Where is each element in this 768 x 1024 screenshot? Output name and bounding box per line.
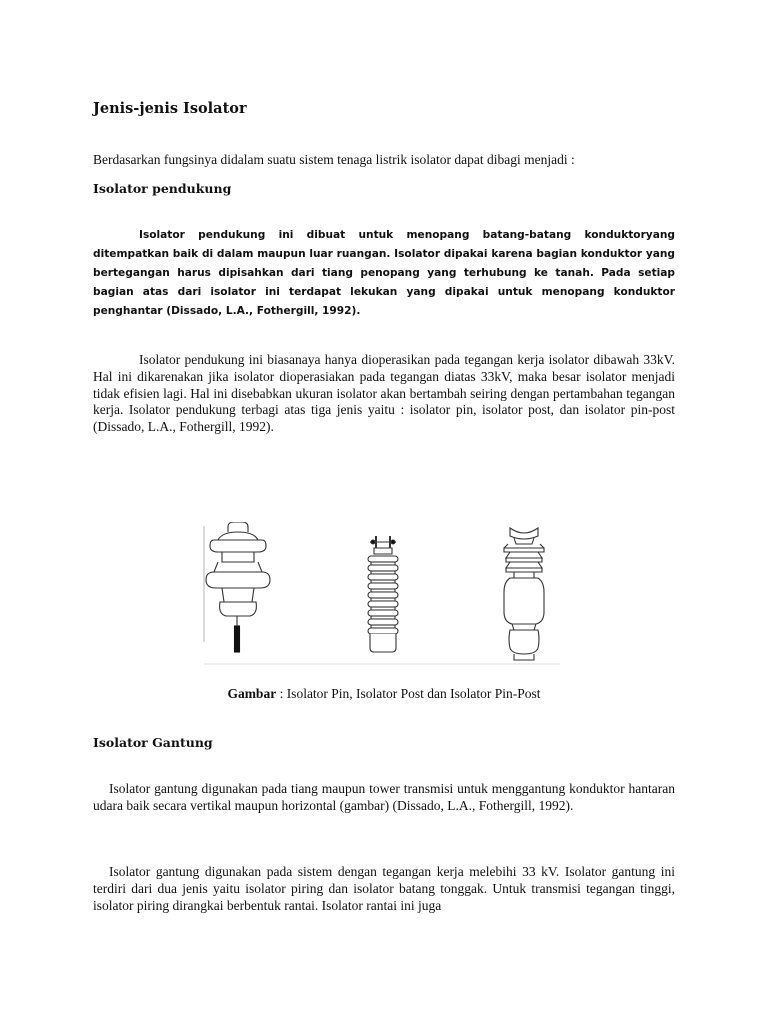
section-heading-isolator-gantung: Isolator Gantung bbox=[93, 735, 213, 750]
section1-paragraph-2: Isolator pendukung ini biasanaya hanya dioperasikan pada tegangan kerja isolator dibawah 33kV. Hal ini dikarenakan jika isolator dioperasiakan pada tegangan diatas 33kV, maka besar isolator menjadi tidak efisien lagi. Hal ini disebabkan ukuran isolator akan bertambah seiring dengan pertambahan tegangan kerja. Isolator pendukung terbagi atas tiga jenis yaitu : isolator pin, isolator post, dan isolator pin-post (Dissado, L.A., Fothergill, 1992). bbox=[93, 352, 675, 435]
section1-paragraph-1: Isolator pendukung ini dibuat untuk menopang batang-batang konduktoryang ditempatkan baik di dalam maupun luar ruangan. Isolator dipakai karena bagian konduktor yang bertegangan harus dipisahkan dari tiang penopang yang terhubung ke tanah. Pada setiap bagian atas dari isolator ini terdapat lekukan yang dipakai untuk menopang konduktor penghantar (Dissado, L.A., Fothergill, 1992). bbox=[93, 229, 675, 317]
section2-p2-block bbox=[93, 864, 675, 914]
section-heading-block bbox=[93, 181, 675, 196]
section1-p2-block bbox=[93, 352, 675, 436]
page-title: Jenis-jenis Isolator bbox=[93, 100, 247, 117]
intro-paragraph: Berdasarkan fungsinya didalam suatu sistem tenaga listrik isolator dapat dibagi menjadi : bbox=[93, 152, 575, 167]
intro-block bbox=[93, 152, 693, 168]
section2-heading-block bbox=[93, 735, 675, 750]
figure-caption-label: Gambar bbox=[227, 686, 277, 701]
figure-caption-text: : Isolator Pin, Isolator Post dan Isolator Pin-Post bbox=[276, 686, 541, 701]
insulator-figure bbox=[200, 522, 564, 667]
section2-paragraph-1: Isolator gantung digunakan pada tiang maupun tower transmisi untuk menggantung konduktor hantaran udara baik secara vertikal maupun horizontal (gambar) (Dissado, L.A., Fothergill, 1992). bbox=[93, 781, 675, 813]
section-heading-isolator-pendukung: Isolator pendukung bbox=[93, 181, 232, 196]
pin-post-insulator-drawing bbox=[504, 528, 544, 660]
title-block bbox=[93, 100, 675, 117]
section1-p1-block bbox=[93, 226, 675, 321]
section2-p1-block bbox=[93, 781, 675, 815]
figure-caption bbox=[0, 686, 768, 702]
post-insulator-drawing bbox=[368, 536, 398, 652]
pin-insulator-drawing bbox=[206, 522, 270, 652]
section2-paragraph-2: Isolator gantung digunakan pada sistem dengan tegangan kerja melebihi 33 kV. Isolator gantung ini terdiri dari dua jenis yaitu isolator piring dan isolator batang tonggak. Untuk transmisi tegangan tinggi, isolator piring dirangkai berbentuk rantai. Isolator rantai ini juga bbox=[93, 864, 675, 913]
